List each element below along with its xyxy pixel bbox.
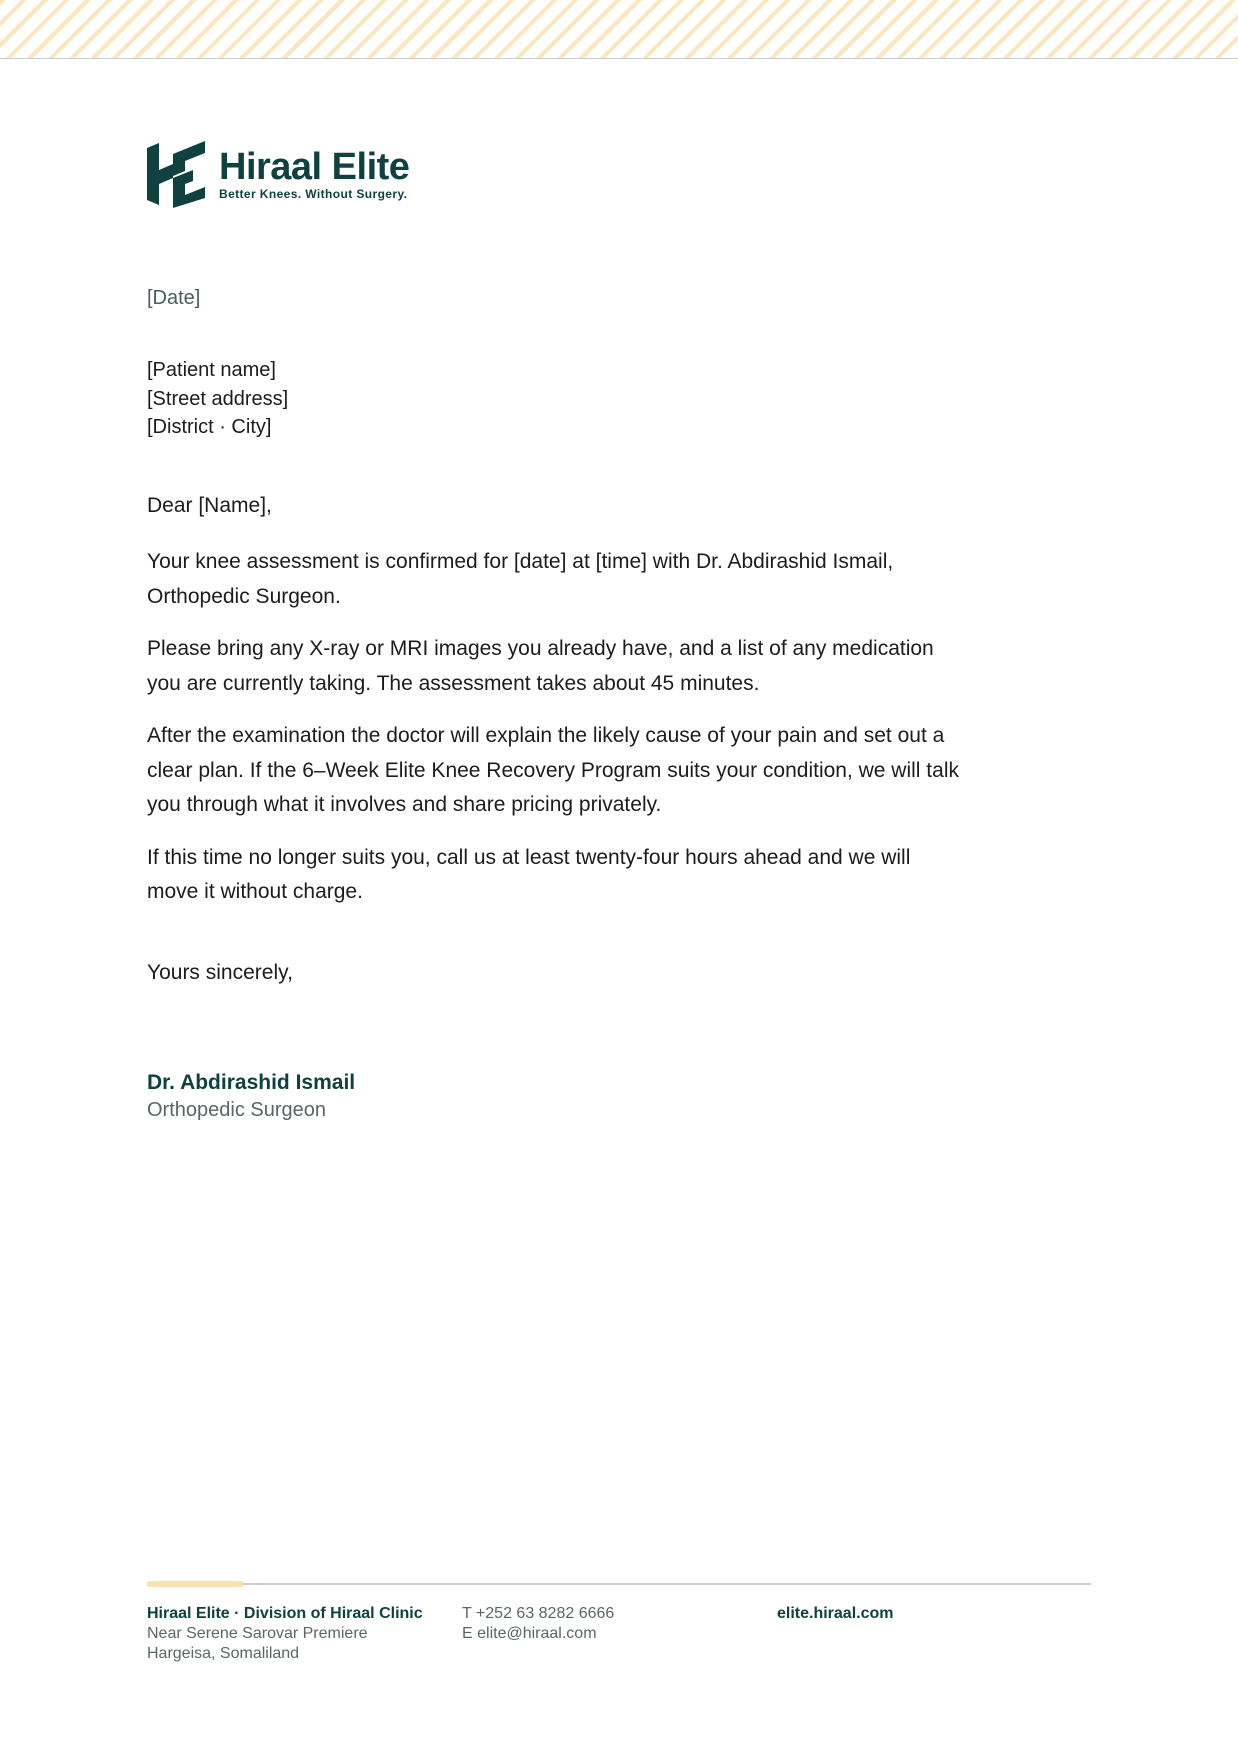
address-line: [Patient name] xyxy=(147,359,276,381)
footer-email: E elite@hiraal.com xyxy=(462,1625,597,1642)
letter-date: [Date] xyxy=(147,287,201,309)
footer-address-line: Near Serene Sarovar Premiere xyxy=(147,1625,368,1642)
salutation: Dear [Name], xyxy=(147,494,272,517)
signature-title: Orthopedic Surgeon xyxy=(147,1099,327,1121)
footer-divider xyxy=(147,1583,1091,1585)
brand-tagline: Better Knees. Without Surgery. xyxy=(219,187,408,201)
footer-organization xyxy=(147,1604,423,1664)
top-decorative-band xyxy=(0,0,1238,59)
footer-org-name: Hiraal Elite · Division of Hiraal Clinic xyxy=(147,1605,423,1622)
body-paragraph: After the examination the doctor will explain the likely cause of your pain and set out a clear plan. If the 6–Week Elite Knee Recovery Program suits your condition, we will talk you through what it involves and share pricing privately. xyxy=(147,724,959,816)
recipient-address xyxy=(147,356,288,442)
footer-accent-bar xyxy=(147,1581,243,1587)
footer-website-link[interactable]: elite.hiraal.com xyxy=(777,1605,894,1622)
letter-body xyxy=(147,545,967,928)
closing: Yours sincerely, xyxy=(147,961,293,984)
footer-phone: T +252 63 8282 6666 xyxy=(462,1605,615,1622)
body-paragraph: Please bring any X-ray or MRI images you already have, and a list of any medication you are currently taking. The assessment takes about 45 minutes. xyxy=(147,637,934,695)
brand-logo xyxy=(147,140,409,208)
address-line: [District · City] xyxy=(147,416,272,438)
address-line: [Street address] xyxy=(147,387,289,410)
footer-web xyxy=(777,1604,894,1624)
body-paragraph: If this time no longer suits you, call us at least twenty-four hours ahead and we will move it without charge. xyxy=(147,845,911,903)
signature-name: Dr. Abdirashid Ismail xyxy=(147,1071,356,1094)
footer-address-line: Hargeisa, Somaliland xyxy=(147,1645,300,1662)
hiraal-elite-logo-icon xyxy=(147,140,207,208)
footer-contact xyxy=(462,1604,614,1644)
brand-name: Hiraal Elite xyxy=(219,146,410,188)
body-paragraph: Your knee assessment is confirmed for [date] at [time] with Dr. Abdirashid Ismail, Orthopedic Surgeon. xyxy=(147,550,894,608)
